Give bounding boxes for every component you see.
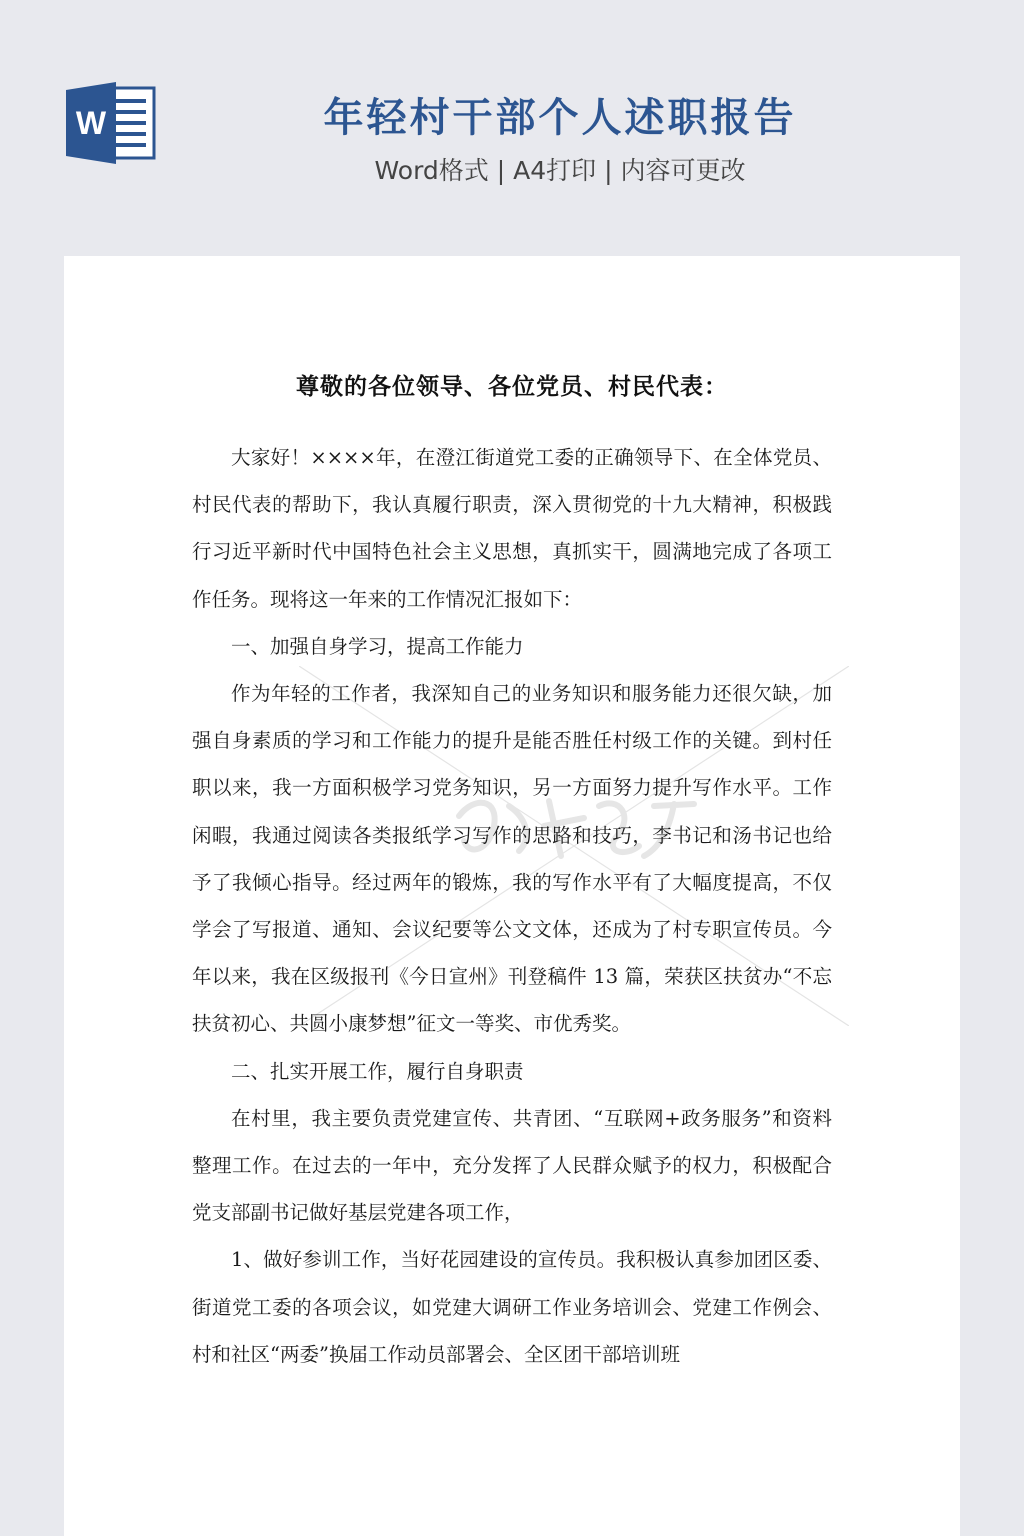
section-heading-2: 二、扎实开展工作，履行自身职责 xyxy=(231,1059,524,1083)
svg-text:W: W xyxy=(75,105,107,141)
section-paragraph-1: 作为年轻的工作者，我深知自己的业务知识和服务能力还很欠缺，加强自身素质的学习和工作能力的提升是能否胜任村级工作的关键。到村任职以来，我一方面积极学习党务知识，另一方面努力提升写作水平。工作闲暇，我通过阅读各类报纸学习写作的思路和技巧，李书记和汤书记也给予了我倾心指导。经过两年的锻炼，我的写作水平有了大幅度提高，不仅学会了写报道、通知、会议纪要等公文文体，还成为了村专职宣传员。今年以来，我在区级报刊《今日宣州》刊登稿件 13 篇，荣获区扶贫办“不忘扶贫初心、共圆小康梦想”征文一等奖、市优秀奖。 xyxy=(192,682,832,1036)
report-body xyxy=(192,434,832,1378)
page-header xyxy=(0,0,1024,256)
subsection-paragraph-1: 1、做好参训工作，当好花园建设的宣传员。我积极认真参加团区委、街道党工委的各项会议，如党建大调研工作业务培训会、党建工作例会、村和社区“两委”换届工作动员部署会、全区团干部培训班 xyxy=(192,1248,832,1366)
section-heading-1: 一、加强自身学习，提高工作能力 xyxy=(231,634,524,658)
salutation-heading: 尊敬的各位领导、各位党员、村民代表： xyxy=(296,374,728,400)
document-page xyxy=(64,256,960,1536)
intro-paragraph: 大家好！××××年，在澄江街道党工委的正确领导下、在全体党员、村民代表的帮助下，我认真履行职责，深入贯彻党的十九大精神，积极践行习近平新时代中国特色社会主义思想，真抓实干，圆满地完成了各项工作任务。现将这一年来的工作情况汇报如下： xyxy=(192,446,832,611)
word-document-icon xyxy=(66,82,156,164)
page-title: 年轻村干部个人述职报告 xyxy=(323,95,797,141)
section-paragraph-2: 在村里，我主要负责党建宣传、共青团、“互联网+政务服务”和资料整理工作。在过去的一年中，充分发挥了人民群众赋予的权力，积极配合党支部副书记做好基层党建各项工作， xyxy=(192,1106,832,1225)
page-subtitle: Word格式 | A4打印 | 内容可更改 xyxy=(374,156,746,185)
